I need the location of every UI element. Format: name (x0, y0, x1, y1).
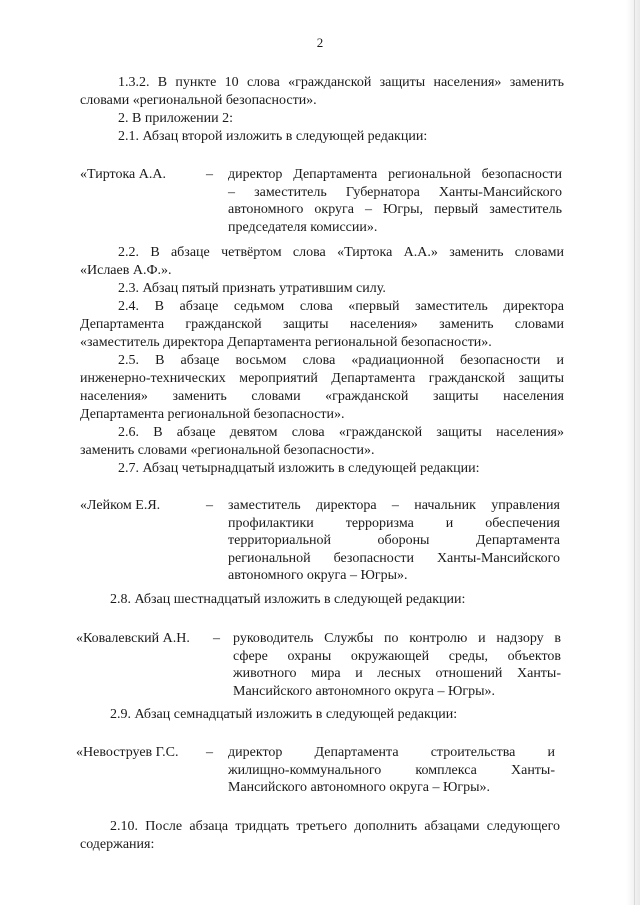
paragraph-1-3-2-line-2: словами «региональной безопасности». (80, 93, 317, 108)
paragraph-2-5-line-1: 2.5. В абзаце восьмом слова «радиационной безопасности и (118, 353, 564, 368)
paragraph-2-4-line-1: 2.4. В абзаце седьмом слова «первый заместитель директора (118, 299, 564, 314)
entry-name: «Ковалевский А.Н. (76, 631, 190, 646)
entry-role-line: региональной безопасности Ханты-Мансийского (228, 550, 560, 566)
page-edge-line (634, 0, 635, 905)
paragraph-2-6-line-2: заменить словами «региональной безопасности». (80, 443, 375, 458)
entry-role-line: профилактики терроризма и обеспечения (228, 515, 560, 531)
paragraph-2: 2. В приложении 2: (118, 111, 234, 126)
paragraph-2-10-line-1: 2.10. После абзаца тридцать третьего дополнить абзацами следующего (110, 819, 560, 834)
paragraph-2-6-line-1: 2.6. В абзаце девятом слова «гражданской защиты населения» (118, 425, 564, 440)
entry-role-line: сфере охраны окружающей среды, объектов (233, 648, 561, 664)
page-number: 2 (316, 35, 324, 50)
entry-role-line: автономного округа – Югры». (228, 568, 408, 583)
paragraph-2-4-line-3: «заместитель директора Департамента региональной безопасности». (80, 335, 492, 350)
entry-dash: – (213, 631, 220, 646)
paragraph-2-9: 2.9. Абзац семнадцатый изложить в следующей редакции: (110, 707, 458, 722)
paragraph-2-1: 2.1. Абзац второй изложить в следующей редакции: (118, 129, 428, 144)
entry-dash: – (206, 498, 213, 513)
paragraph-2-4-line-2: Департамента гражданской защиты населения» заменить словами (80, 317, 564, 332)
paragraph-2-7: 2.7. Абзац четырнадцатый изложить в следующей редакции: (118, 461, 480, 476)
entry-name: «Невоструев Г.С. (76, 745, 179, 760)
entry-role-line: – заместитель Губернатора Ханты-Мансийского (228, 184, 562, 200)
paragraph-2-10-line-2: содержания: (80, 837, 155, 852)
entry-role-line: животного мира и лесных отношений Ханты- (233, 666, 561, 681)
entry-role-line: автономного округа – Югры, первый заместитель (228, 202, 562, 217)
paragraph-1-3-2-line-1: 1.3.2. В пункте 10 слова «гражданской защиты населения» заменить (118, 75, 564, 90)
entry-role-line: руководитель Службы по контролю и надзору в (233, 631, 561, 646)
entry-role (228, 744, 555, 797)
entry-role-line: Мансийского автономного округа – Югры». (233, 683, 496, 699)
entry-role-line: директор Департамента региональной безопасности (228, 167, 562, 182)
paragraph-2-5-line-4: Департамента региональной безопасности». (80, 407, 345, 422)
entry-role-line: директор Департамента строительства и (228, 745, 555, 760)
paragraph-2-5-line-3: населения» заменить словами «гражданской защиты населения (80, 389, 564, 404)
entry-role-line: председателя комиссии». (228, 219, 378, 235)
paragraph-2-2-line-1: 2.2. В абзаце четвёртом слова «Тиртока А.А.» заменить словами (118, 245, 564, 260)
entry-dash: – (206, 167, 213, 182)
page-edge-shadow (626, 0, 640, 905)
paragraph-2-2-line-2: «Ислаев А.Ф.». (80, 263, 172, 278)
entry-role-line: Мансийского автономного округа – Югры». (228, 780, 491, 795)
paragraph-2-5-line-2: инженерно-технических мероприятий Департамента гражданской защиты (80, 371, 564, 386)
entry-name: «Тиртока А.А. (80, 167, 166, 182)
paragraph-2-8: 2.8. Абзац шестнадцатый изложить в следующей редакции: (110, 592, 466, 607)
entry-role-line: жилищно-коммунального комплекса Ханты- (228, 762, 555, 778)
entry-role-line: территориальной обороны Департамента (228, 533, 560, 548)
entry-role (228, 166, 562, 236)
entry-role (228, 497, 560, 585)
entry-role-line: заместитель директора – начальник управления (228, 498, 560, 513)
entry-role (233, 630, 561, 700)
entry-dash: – (206, 745, 213, 760)
paragraph-2-3: 2.3. Абзац пятый признать утратившим силу. (118, 281, 386, 296)
entry-name: «Лейком Е.Я. (80, 498, 161, 513)
